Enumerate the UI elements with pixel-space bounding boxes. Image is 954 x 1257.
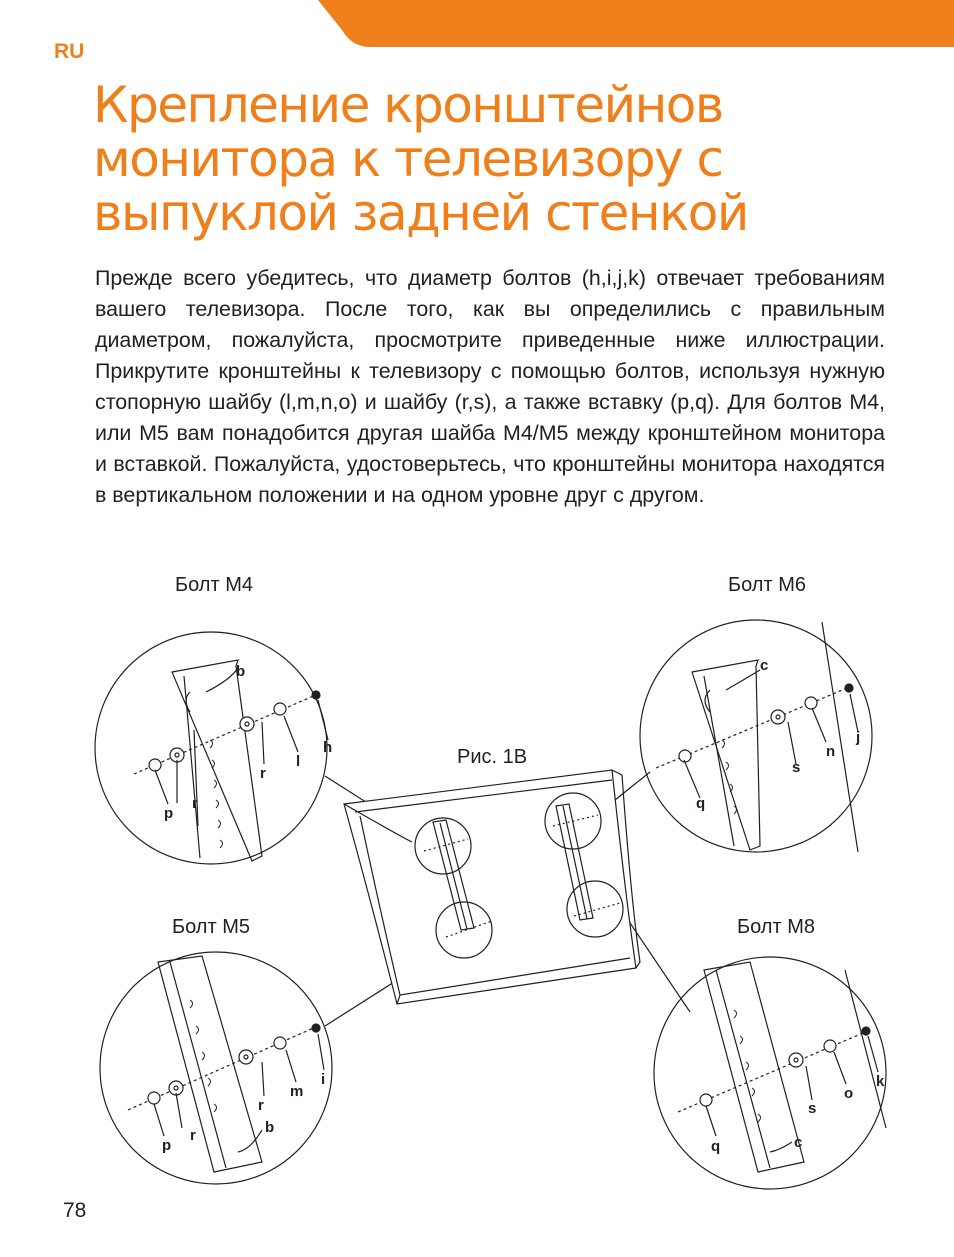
letter-c-tr: c bbox=[760, 657, 769, 674]
letter-c-br: c bbox=[794, 1134, 803, 1151]
detail-m6 bbox=[640, 620, 872, 852]
detail-m8 bbox=[654, 957, 886, 1189]
figure-caption: Рис. 1B bbox=[457, 746, 528, 768]
letter-b-bl: b bbox=[265, 1119, 275, 1136]
letter-r2-tl: r bbox=[192, 795, 198, 812]
language-label: RU bbox=[54, 40, 85, 63]
letter-n: n bbox=[826, 743, 836, 760]
letter-r-bl: r bbox=[258, 1097, 264, 1114]
letter-q-br: q bbox=[711, 1138, 721, 1155]
letter-b-tl: b bbox=[236, 663, 246, 680]
bolt-m6-label: Болт M6 bbox=[728, 574, 806, 596]
letter-i: i bbox=[321, 1071, 326, 1088]
detail-m4 bbox=[95, 632, 328, 864]
bolt-m8-label: Болт M8 bbox=[737, 916, 815, 938]
letter-j: j bbox=[856, 729, 861, 746]
letter-q-tr: q bbox=[696, 795, 706, 812]
letter-p-tl: p bbox=[164, 805, 174, 822]
page-title: Крепление кронштейнов монитора к телевизору с выпуклой задней стенкой bbox=[93, 76, 748, 242]
letter-o: o bbox=[844, 1085, 854, 1102]
tv-back-panel bbox=[344, 770, 640, 1004]
header-tab bbox=[0, 0, 954, 50]
letter-l: l bbox=[296, 753, 301, 770]
letter-k: k bbox=[876, 1073, 885, 1090]
page-number: 78 bbox=[63, 1199, 87, 1222]
letter-p-bl: p bbox=[162, 1137, 172, 1154]
letter-m: m bbox=[290, 1083, 304, 1100]
bolt-m4-label: Болт M4 bbox=[175, 574, 253, 596]
letter-s-tr: s bbox=[792, 759, 801, 776]
detail-m5 bbox=[100, 952, 332, 1184]
letter-r2-bl: r bbox=[190, 1127, 196, 1144]
letter-h: h bbox=[323, 739, 333, 756]
assembly-illustration bbox=[0, 560, 954, 1200]
letter-r-tl: r bbox=[260, 765, 266, 782]
bolt-m5-label: Болт M5 bbox=[172, 916, 250, 938]
body-paragraph: Прежде всего убедитесь, что диаметр болтов (h,i,j,k) отвечает требованиям вашего телевизора. После того, как вы определились с правильным диаметром, пожалуйста, просмотрите приведенные ниже иллюстрации. Прикрутите кронштейны к телевизору с помощью болтов, используя нужную стопорную шайбу (l,m,n,o) и шайбу (r,s), а также вставку (p,q). Для болтов M4, или M5 вам понадобится другая шайба M4/M5 между кронштейном монитора и вставкой. Пожалуйста, удостоверьтесь, что кронштейны монитора находятся в вертикальном положении и на одном уровне друг с другом. bbox=[95, 266, 885, 507]
letter-s-br: s bbox=[808, 1100, 817, 1117]
